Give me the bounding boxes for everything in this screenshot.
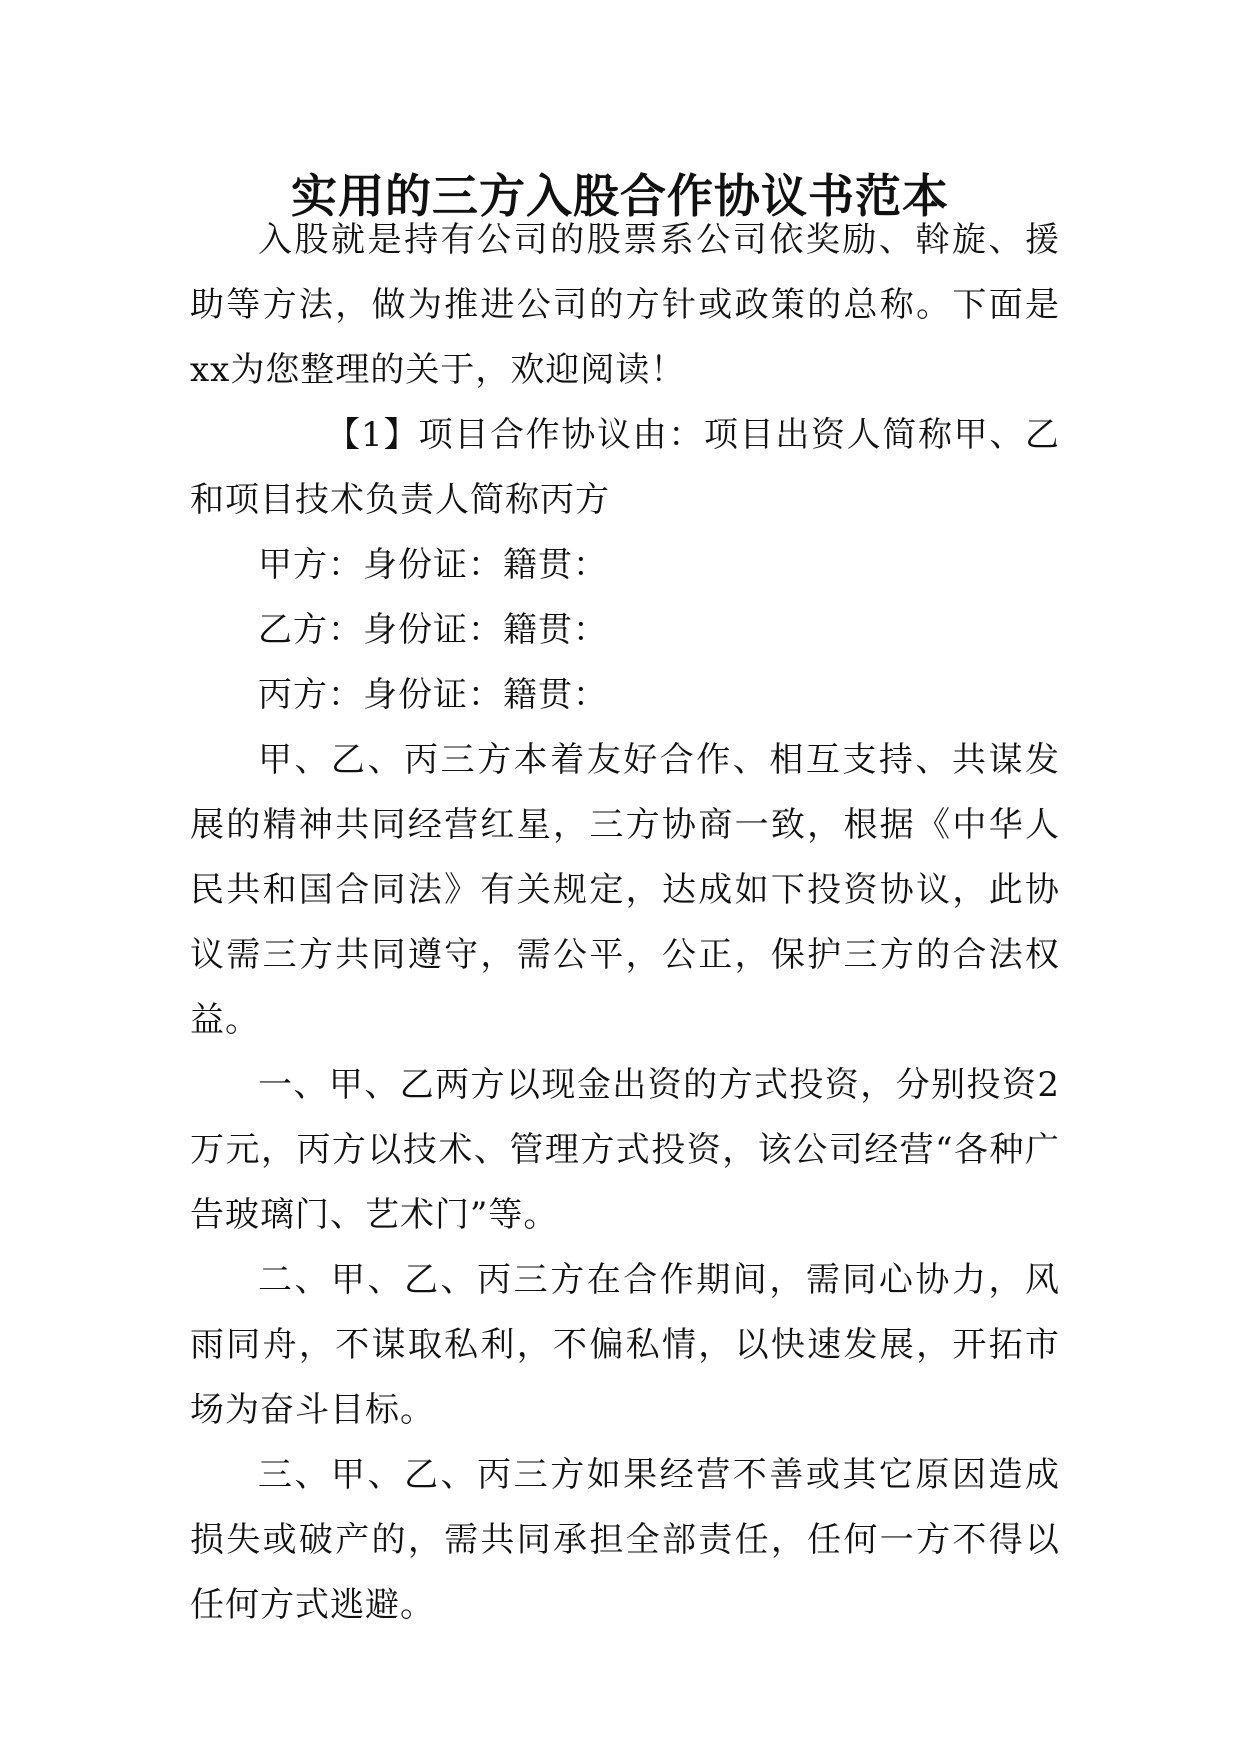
document-title: 实用的三方入股合作协议书范本: [291, 169, 949, 223]
party-c-line: 丙方：身份证：籍贯：: [258, 675, 608, 715]
preamble-paragraph: 甲、乙、丙三方本着友好合作、相互支持、共谋发展的精神共同经营红星，三方协商一致，根据《中华人民共和国合同法》有关规定，达成如下投资协议，此协议需三方共同遵守，需公平，公正，保护三方的合法权益。: [190, 740, 1060, 1040]
clause-1-paragraph: 一、甲、乙两方以现金出资的方式投资，分别投资2万元，丙方以技术、管理方式投资，该公司经营“各种广告玻璃门、艺术门”等。: [190, 1065, 1060, 1235]
section-marker: 【1】: [326, 415, 419, 455]
party-b-line: 乙方：身份证：籍贯：: [258, 610, 608, 650]
intro-paragraph: 入股就是持有公司的股票系公司依奖励、斡旋、援助等方法，做为推进公司的方针或政策的总称。下面是xx为您整理的关于，欢迎阅读！: [190, 220, 1060, 390]
section-1-paragraph: [190, 403, 1060, 533]
party-a-line: 甲方：身份证：籍贯：: [258, 545, 608, 585]
clause-3-paragraph: 三、甲、乙、丙三方如果经营不善或其它原因造成损失或破产的，需共同承担全部责任，任何一方不得以任何方式逃避。: [190, 1455, 1060, 1625]
document-body: [190, 208, 1060, 1638]
section-heading: 项目合作协议由：项目出资人简称甲、乙和项目技术负责人简称丙方: [190, 415, 1060, 520]
clause-2-paragraph: 二、甲、乙、丙三方在合作期间，需同心协力，风雨同舟，不谋取私利，不偏私情，以快速发展，开拓市场为奋斗目标。: [190, 1260, 1060, 1430]
